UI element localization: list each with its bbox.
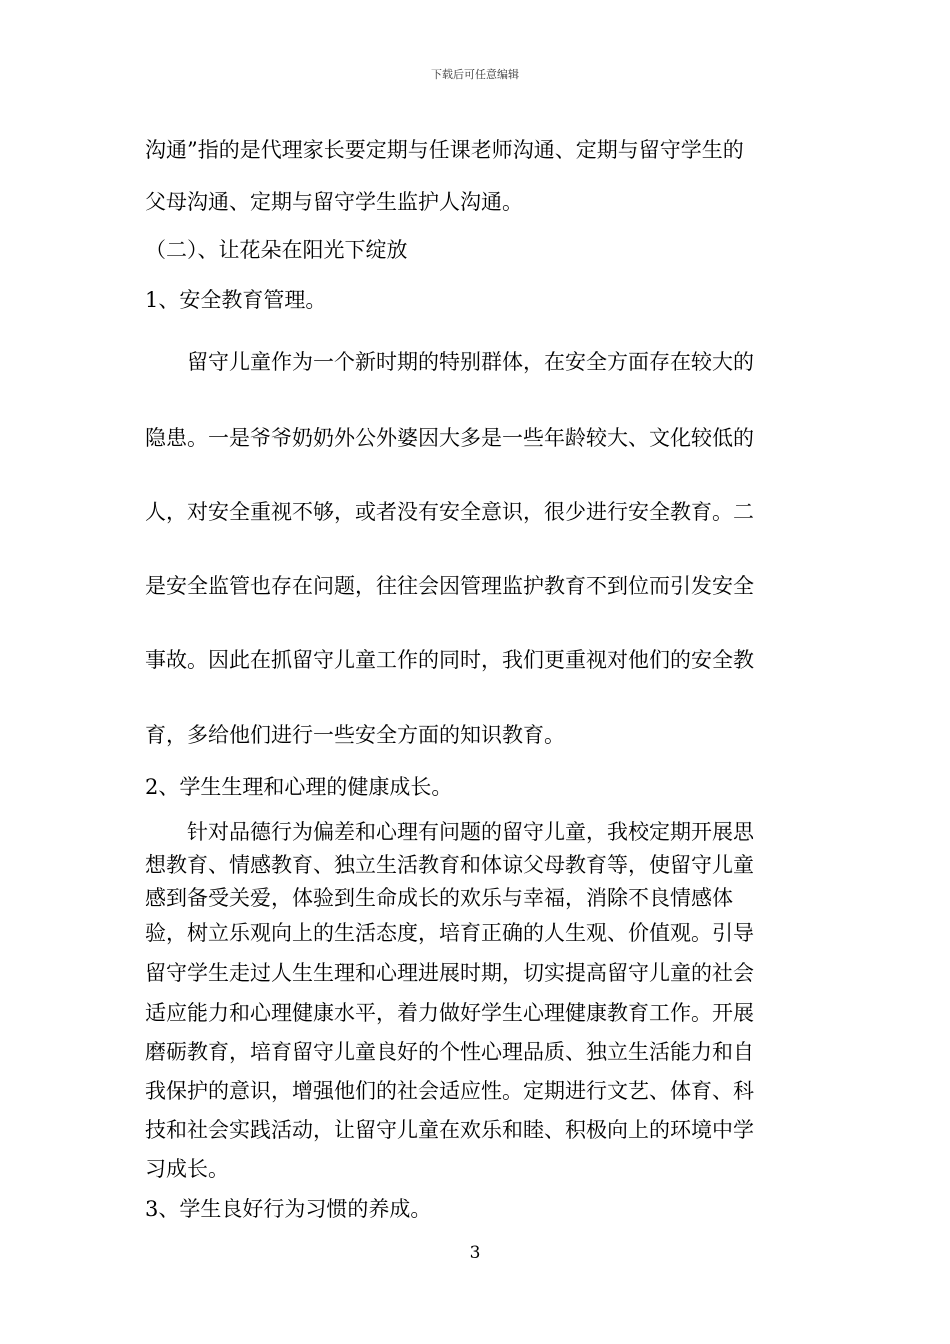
paragraph-line: 沟通”指的是代理家长要定期与任课老师沟通、定期与留守学生的	[145, 138, 744, 162]
subsection-heading: 1、安全教育管理。	[145, 288, 327, 312]
paragraph-line: 我保护的意识，增强他们的社会适应性。定期进行文艺、体育、科	[145, 1079, 754, 1103]
section-heading: （二）、让花朵在阳光下绽放	[145, 238, 408, 262]
paragraph-line: 人，对安全重视不够，或者没有安全意识，很少进行安全教育。二	[145, 500, 754, 524]
paragraph-line: 适应能力和心理健康水平，着力做好学生心理健康教育工作。开展	[145, 1001, 754, 1025]
paragraph-line: 事故。因此在抓留守儿童工作的同时，我们更重视对他们的安全教	[145, 648, 754, 672]
subsection-heading: 3、学生良好行为习惯的养成。	[145, 1197, 432, 1221]
paragraph-line: 验，树立乐观向上的生活态度，培育正确的人生观、价值观。引导	[145, 921, 754, 945]
paragraph-line: 育，多给他们进行一些安全方面的知识教育。	[145, 723, 565, 747]
paragraph-line: 是安全监管也存在问题，往往会因管理监护教育不到位而引发安全	[145, 574, 754, 598]
paragraph-line: 针对品德行为偏差和心理有问题的留守儿童，我校定期开展思	[187, 820, 754, 844]
paragraph-line: 想教育、情感教育、独立生活教育和体谅父母教育等，使留守儿童	[145, 853, 754, 877]
paragraph-line: 隐患。一是爷爷奶奶外公外婆因大多是一些年龄较大、文化较低的	[145, 426, 754, 450]
paragraph-line: 感到备受关爱，体验到生命成长的欢乐与幸福，消除不良情感体	[145, 886, 733, 910]
paragraph-line: 习成长。	[145, 1157, 229, 1181]
paragraph-line: 磨砺教育，培育留守儿童良好的个性心理品质、独立生活能力和自	[145, 1040, 754, 1064]
page-header: 下载后可任意编辑	[431, 68, 519, 81]
paragraph-line: 技和社会实践活动，让留守儿童在欢乐和睦、积极向上的环境中学	[145, 1118, 754, 1142]
paragraph-line: 留守儿童作为一个新时期的特别群体，在安全方面存在较大的	[187, 350, 754, 374]
subsection-heading: 2、学生生理和心理的健康成长。	[145, 775, 453, 799]
page-number: 3	[469, 1243, 481, 1263]
paragraph-line: 父母沟通、定期与留守学生监护人沟通。	[145, 190, 523, 214]
paragraph-line: 留守学生走过人生生理和心理进展时期，切实提高留守儿童的社会	[145, 961, 754, 985]
